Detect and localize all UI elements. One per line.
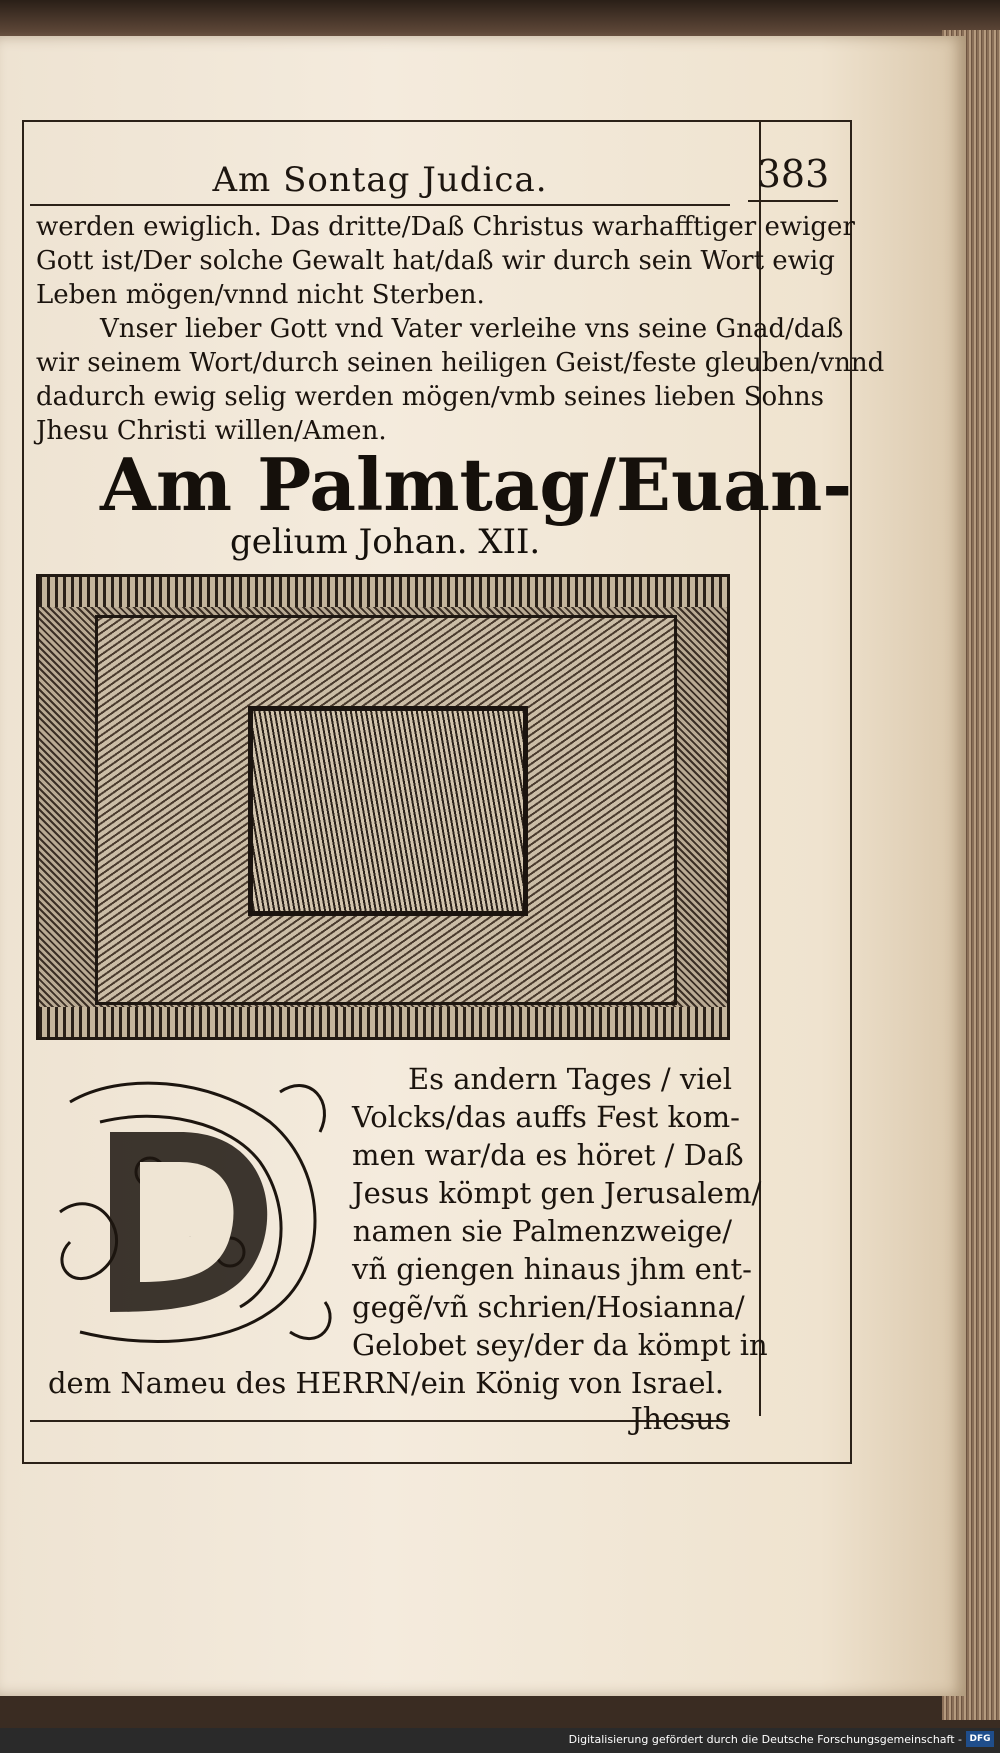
gospel-line: Volcks/das auffs Fest kom- (352, 1100, 740, 1134)
gospel-line: Jesus kömpt gen Jerusalem/ (352, 1176, 762, 1210)
woodcut-entry-scene (248, 706, 528, 916)
woodcut-top-border (39, 577, 727, 607)
gospel-line: namen sie Palmenzweige/ (352, 1214, 732, 1248)
section-subtitle: gelium Johan. XII. (230, 522, 541, 562)
intro-line: werden ewiglich. Das dritte/Daß Christus warhafftiger ewiger (36, 212, 855, 242)
page-number: 383 (748, 152, 838, 202)
intro-line: wir seinem Wort/durch seinen heiligen Geist/feste gleuben/vnnd (36, 348, 885, 378)
gospel-line: gegẽ/vñ schrien/Hosianna/ (352, 1290, 745, 1324)
intro-line: dadurch ewig selig werden mögen/vmb seines lieben Sohns (36, 382, 825, 412)
woodcut-ornamental-frame (95, 615, 677, 1005)
woodcut-bottom-border (39, 1007, 727, 1037)
gospel-line: Es andern Tages / viel (407, 1062, 732, 1096)
decorated-initial (40, 1062, 340, 1364)
dfg-logo: DFG (966, 1731, 994, 1747)
intro-line: Gott ist/Der solche Gewalt hat/daß wir durch sein Wort ewig (36, 246, 835, 276)
section-title: Am Palmtag/Euan- (100, 442, 853, 527)
running-header (30, 160, 730, 206)
intro-line: Jhesu Christi willen/Amen. (36, 416, 387, 446)
initial-letter: D (189, 1237, 191, 1238)
intro-line: Leben mögen/vnnd nicht Sterben. (36, 280, 485, 310)
gospel-line: vñ giengen hinaus jhm ent- (352, 1252, 752, 1286)
footer-credit: Digitalisierung gefördert durch die Deutsche Forschungsgemeinschaft - (568, 1733, 962, 1746)
gospel-line: dem Nameu des HERRN/ein König von Israel. (47, 1366, 725, 1400)
running-title: Am Sontag Judica. (212, 160, 548, 200)
intro-line: Vnser lieber Gott vnd Vater verleihe vns seine Gnad/daß (100, 314, 844, 344)
gospel-line: Gelobet sey/der da kömpt in (352, 1328, 768, 1362)
woodcut-illustration (36, 574, 730, 1040)
decorated-initial-glyph (40, 1062, 340, 1364)
catchword: Jhesus (630, 1402, 730, 1437)
gospel-line: men war/da es höret / Daß (352, 1138, 744, 1172)
